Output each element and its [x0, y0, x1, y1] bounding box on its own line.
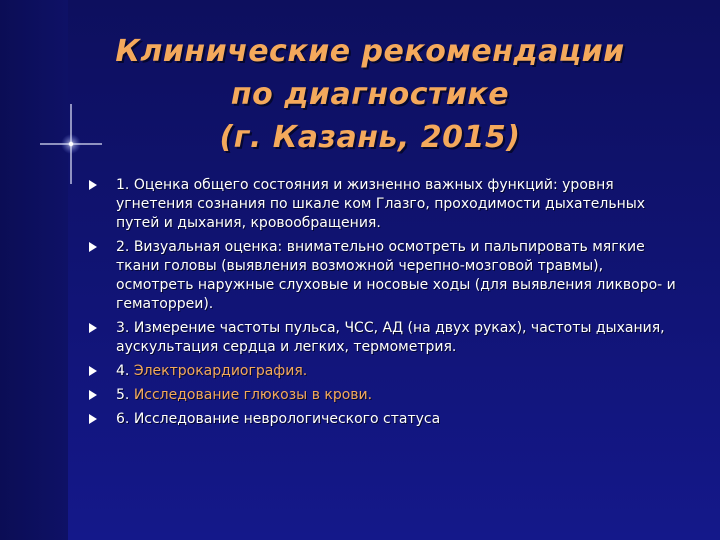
recommendations-list — [86, 176, 676, 434]
triangle-bullet-icon — [89, 323, 97, 333]
triangle-bullet-icon — [89, 414, 97, 424]
left-band — [0, 0, 68, 540]
item-text: Измерение частоты пульса, ЧСС, АД (на двух руках), частоты дыхания, аускультация сердца и легких, термометрия. — [116, 320, 665, 355]
list-item — [86, 176, 676, 233]
item-text: Исследование неврологического статуса — [133, 411, 441, 427]
triangle-bullet-icon — [89, 366, 97, 376]
list-item — [86, 410, 676, 429]
list-item — [86, 238, 676, 314]
item-number: 4. — [116, 363, 134, 379]
slide-title — [80, 30, 660, 159]
list-item — [86, 362, 676, 381]
item-text: Исследование глюкозы в крови. — [133, 387, 373, 403]
slide-title-line-1: Клинические рекомендации — [115, 34, 625, 69]
item-number: 5. — [116, 387, 134, 403]
triangle-bullet-icon — [89, 180, 97, 190]
triangle-bullet-icon — [89, 390, 97, 400]
slide-title-line-3: (г. Казань, 2015) — [219, 120, 521, 155]
item-number: 1. — [116, 177, 134, 193]
slide-title-line-2: по диагностике — [230, 77, 510, 112]
item-number: 3. — [116, 320, 134, 336]
list-item — [86, 319, 676, 357]
item-text: Визуальная оценка: внимательно осмотреть и пальпировать мягкие ткани головы (выявления возможной черепно-мозговой травмы), осмотреть наружные слуховые и носовые ходы (для выявления ликворо- и гематорреи). — [116, 239, 676, 312]
list-item — [86, 386, 676, 405]
item-text: Электрокардиография. — [133, 363, 308, 379]
item-number: 6. — [116, 411, 134, 427]
triangle-bullet-icon — [89, 242, 97, 252]
item-number: 2. — [116, 239, 134, 255]
item-text: Оценка общего состояния и жизненно важных функций: уровня угнетения сознания по шкале ком Глазго, проходимости дыхательных путей и дыхания, кровообращения. — [116, 177, 646, 231]
